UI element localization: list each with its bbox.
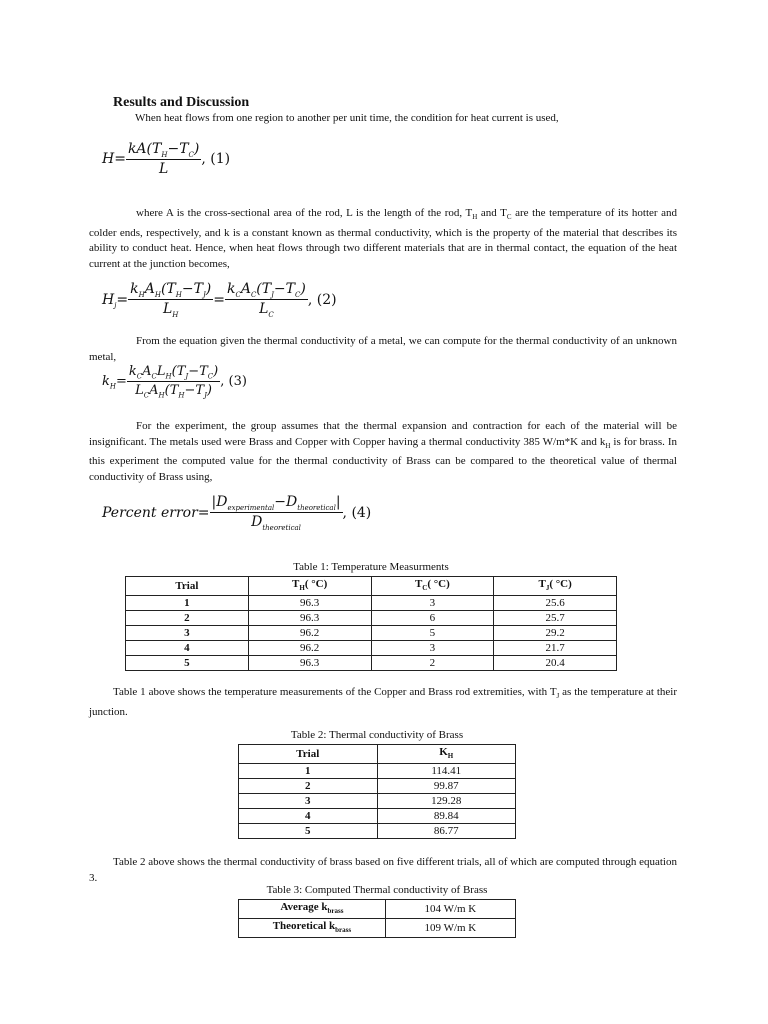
table1-caption: Table 1: Temperature Measurments [293, 561, 449, 573]
average-value: 104 W/m K [385, 900, 515, 919]
table-row: 4 96.2 3 21.7 [126, 641, 617, 656]
table2-header: Trial [239, 745, 378, 764]
equation-3: $k_H=$ $\frac{k_CA_CL_H(T_J-T_C)}{L_CA_H(T_H-T_J)}$ , (3) [102, 364, 247, 400]
table-row: 1 96.3 3 25.6 [126, 596, 617, 611]
table1-header: Trial [126, 577, 249, 596]
table-row: 5 96.3 2 20.4 [126, 656, 617, 671]
table-row: 2 99.87 [239, 779, 516, 794]
intro-paragraph: When heat flows from one region to another per unit time, the condition for heat current is used, [135, 112, 559, 124]
table1-header: $T_C$( °C) [371, 577, 494, 596]
average-label: Average $k_{brass}$ [239, 900, 386, 919]
table1-description: Table 1 above shows the temperature measurements of the Copper and Brass rod extremities, with $T_J$ as the temperature at their junction. [89, 686, 677, 718]
equation-1: H= $\frac{kA(T_H-T_C)}{L}$ , (1) [102, 141, 231, 177]
table-row [239, 900, 516, 919]
theoretical-value: 109 W/m K [385, 919, 515, 938]
equation-4: Percent error= $\frac{|D_{experimental}-D_{theoretical}|}{D_{theoretical}}$ , (4) [102, 494, 372, 532]
experiment-paragraph: For the experiment, the group assumes that the thermal expansion and contraction for each of the material will be insignificant. The metals used were Brass and Copper with Copper having a thermal conductivity 385 W/m*K and $k_H$ is for brass. In this experiment the computed value for the thermal conductivity of Brass can be compared to the theoretical value of thermal conductivity of Brass using, [89, 420, 677, 483]
definitions-paragraph: where A is the cross-sectional area of the rod, L is the length of the rod, $T_H$ and $T_C$ are the temperature of its hotter and colder ends, respectively, and k is a constant known as thermal conductivity, which is the property of the material that describes its ability to conduct heat. Hence, when heat flows through two different materials that are in thermal contact, the equation of the heat current at the junction becomes, [89, 207, 678, 270]
temperature-table [125, 576, 617, 671]
section-heading: Results and Discussion [113, 95, 250, 110]
table2-caption: Table 2: Thermal conductivity of Brass [290, 729, 464, 741]
table-row: 4 89.84 [239, 809, 516, 824]
theoretical-label: Theoretical $k_{brass}$ [239, 919, 386, 938]
table1-header: $T_H$( °C) [248, 577, 371, 596]
table-row [239, 919, 516, 938]
table-row: 2 96.3 6 25.7 [126, 611, 617, 626]
table-row: 1 114.41 [239, 764, 516, 779]
table2-header: $K_H$ [377, 745, 516, 764]
conductivity-table [238, 744, 516, 839]
equation-1-number: (1) [210, 150, 231, 167]
equation-3-number: (3) [228, 374, 247, 390]
equation-4-number: (4) [351, 504, 372, 521]
from-paragraph: From the equation given the thermal conductivity of a metal, we can compute for the thermal conductivity of an unknown metal, [89, 335, 677, 363]
table-row: 3 129.28 [239, 794, 516, 809]
table1-header: $T_J$( °C) [494, 577, 617, 596]
table-row: 5 86.77 [239, 824, 516, 839]
table3-caption: Table 3: Computed Thermal conductivity of Brass [266, 884, 488, 896]
equation-2: $H_j=$ $\frac{k_HA_H(T_H-T_J)}{L_H}$ = $\frac{k_CA_C(T_J-T_C)}{L_C}$ , (2) [102, 281, 337, 319]
computed-conductivity-table [238, 899, 516, 938]
table2-description: Table 2 above shows the thermal conductivity of brass based on five different trials, all of which are computed through equation 3. [89, 856, 677, 884]
table-row: 3 96.2 5 29.2 [126, 626, 617, 641]
equation-2-number: (2) [316, 291, 337, 308]
